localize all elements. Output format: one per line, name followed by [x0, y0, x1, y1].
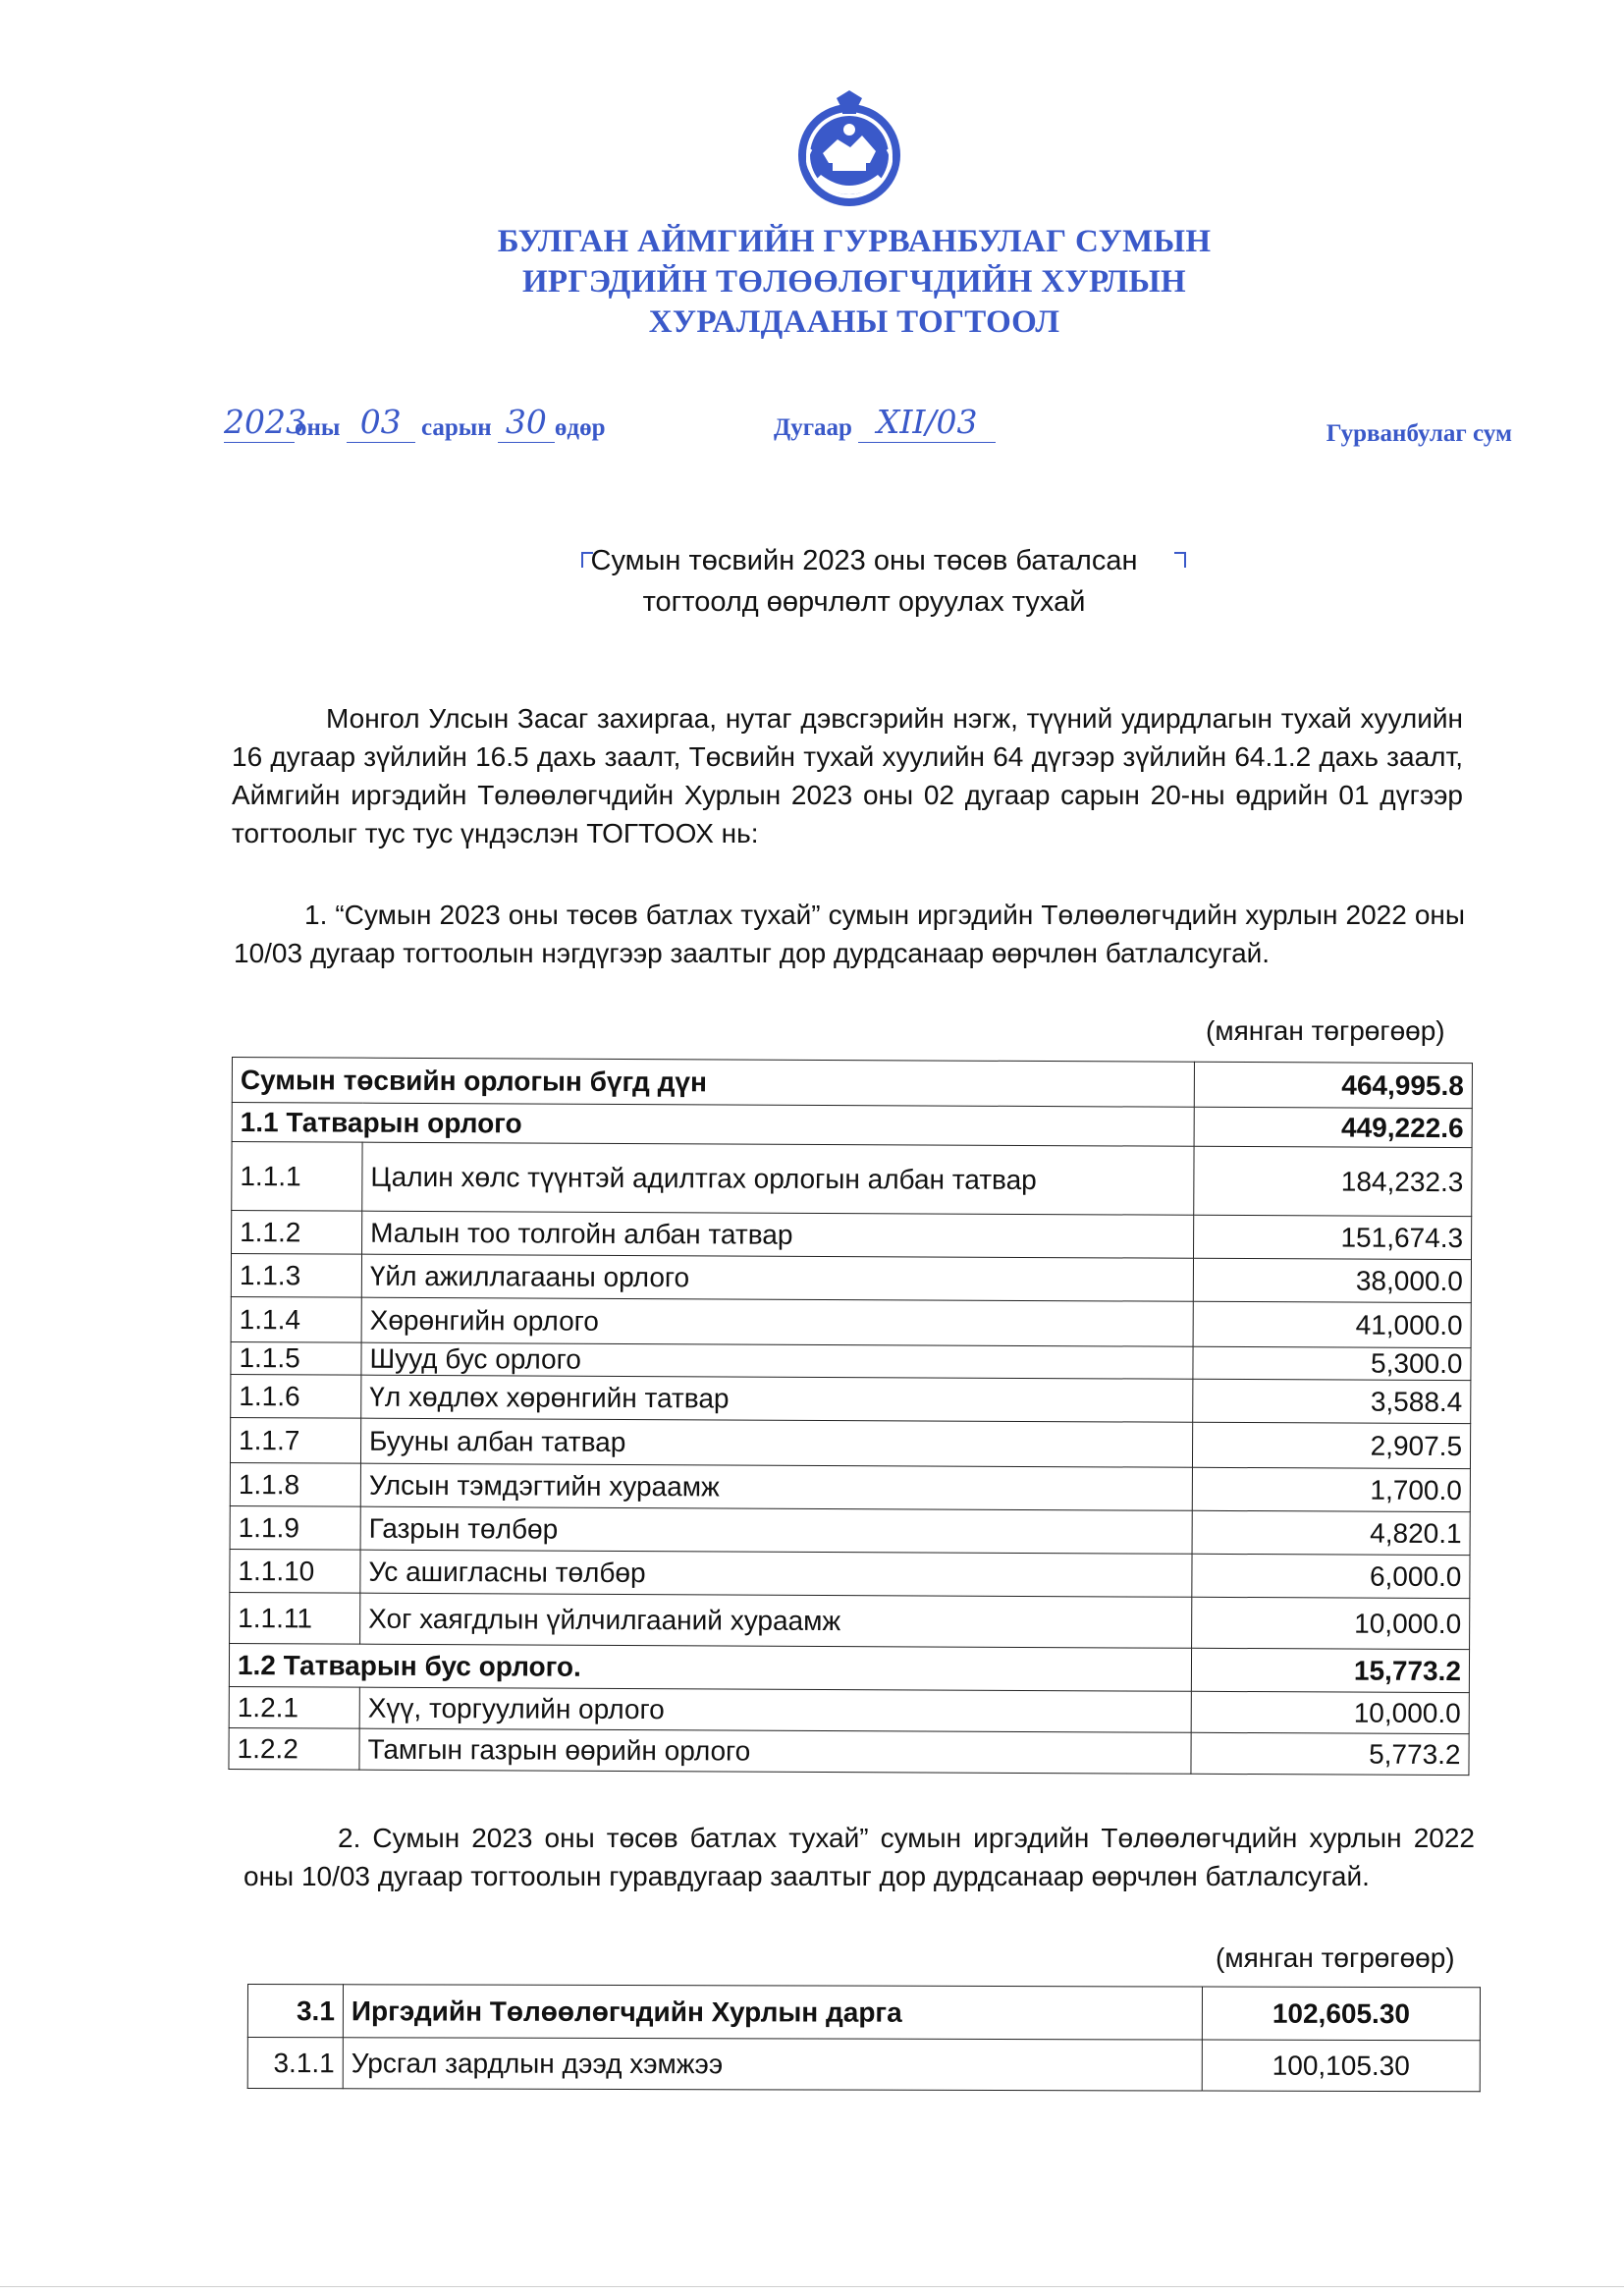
table-row	[230, 1505, 1470, 1555]
row-name: Урсгал зардлын дээд хэмжээ	[343, 2038, 1202, 2091]
row-code: 1.1.6	[231, 1374, 361, 1418]
row-code: 1.1.2	[232, 1211, 362, 1255]
row-code: 1.1.5	[231, 1341, 361, 1375]
preamble-paragraph: Монгол Улсын Засаг захиргаа, нутаг дэвсгэрийн нэгж, түүний удирдлагын тухай хуулийн 16 дугаар зүйлийн 16.5 дахь заалт, Төсвийн тухай хуулийн 64 дүгээр зүйлийн 64.1.2 дахь заалт, Аймгийн иргэдийн Төлөөлөгчдийн Хурлын 2023 оны 02 дугаар сарын 20-ны өдрийн 01 дүгээр тогтоолыг тус тус үндэслэн ТОГТООХ нь:	[232, 703, 1463, 848]
table-row	[232, 1211, 1472, 1260]
table-row-section-1	[232, 1103, 1472, 1148]
row-code: 1.1.9	[230, 1505, 360, 1550]
row-name: Бууны албан татвар	[360, 1418, 1192, 1467]
table-row-section-2	[229, 1643, 1469, 1692]
row-name: Газрын төлбөр	[360, 1506, 1192, 1554]
row-name: Хөрөнгийн орлого	[361, 1297, 1193, 1346]
total-label: Сумын төсвийн орлогын бүгд дүн	[232, 1058, 1194, 1108]
row-value: 4,820.1	[1192, 1510, 1470, 1555]
row-code: 1.2.2	[229, 1727, 359, 1770]
expense-table	[247, 1984, 1481, 2092]
resolution-date	[224, 403, 676, 462]
row-code: 3.1.1	[247, 2038, 343, 2089]
org-title-line1: БУЛГАН АЙМГИЙН ГУРВАНБУЛАГ СУМЫН	[497, 224, 1212, 259]
clause-2-paragraph: 2. Сумын 2023 оны төсөв батлах тухай” сумын иргэдийн Төлөөлөгчдийн хурлын 2022 оны 10/03 дугаар тогтоолын гуравдугаар заалтыг дор дурдсанаар өөрчлөн батлалсугай.	[244, 1823, 1475, 1891]
row-value: 38,000.0	[1193, 1258, 1471, 1302]
row-code: 1.1.1	[232, 1142, 362, 1212]
number-value: XII/03	[858, 403, 996, 443]
state-emblem-icon	[793, 90, 905, 216]
table-row	[231, 1296, 1471, 1347]
row-code: 1.1.4	[231, 1296, 361, 1342]
table-row	[231, 1341, 1471, 1380]
row-code: 1.1.3	[231, 1254, 361, 1298]
table-row	[247, 1985, 1480, 2041]
row-value: 6,000.0	[1192, 1554, 1470, 1598]
row-code: 3.1	[247, 1985, 343, 2038]
org-title-line3: ХУРАЛДААНЫ ТОГТООЛ	[648, 304, 1060, 340]
date-day: 30	[498, 403, 555, 443]
revenue-table	[228, 1057, 1473, 1776]
row-name: Үл хөдлөх хөрөнгийн татвар	[361, 1375, 1193, 1422]
table-row	[229, 1686, 1469, 1733]
date-year: 2023	[224, 403, 306, 441]
subject-line2: тогтоолд өөрчлөлт оруулах тухай	[642, 586, 1086, 618]
date-month-label: сарын	[420, 414, 492, 441]
clause-1-paragraph: 1. “Сумын 2023 оны төсөв батлах тухай” сумын иргэдийн Төлөөлөгчдийн хурлын 2022 оны 10/03 дугаар тогтоолын нэгдүгээр заалтыг дор дурдсанаар өөрчлөн батлалсугай.	[234, 900, 1465, 968]
date-day-label: өдөр	[554, 414, 606, 441]
organization-title	[0, 222, 1624, 343]
scan-edge-divider	[0, 2286, 1624, 2287]
unit-note-2: (мянган төгрөгөөр)	[1216, 1942, 1455, 1973]
date-month: 03	[347, 403, 415, 443]
section-1-label: 1.1 Татварын орлого	[232, 1103, 1194, 1147]
row-value: 102,605.30	[1202, 1987, 1480, 2041]
table-row	[229, 1727, 1469, 1775]
table-row	[230, 1462, 1470, 1511]
row-name: Ус ашигласны төлбөр	[360, 1550, 1192, 1597]
row-value: 100,105.30	[1202, 2040, 1480, 2092]
table-row	[231, 1254, 1471, 1303]
row-name: Иргэдийн Төлөөлөгчдийн Хурлын дарга	[343, 1985, 1202, 2040]
row-code: 1.1.11	[230, 1592, 360, 1644]
row-value: 3,588.4	[1193, 1379, 1471, 1423]
row-value: 151,674.3	[1194, 1215, 1472, 1259]
row-code: 1.1.8	[230, 1462, 360, 1506]
table-row	[231, 1374, 1471, 1423]
row-name: Тамгын газрын өөрийн орлого	[359, 1728, 1191, 1774]
section-2-value: 15,773.2	[1191, 1648, 1469, 1692]
row-name: Цалин хөлс түүнтэй адилтгах орлогын албан татвар	[362, 1142, 1194, 1215]
table-row	[232, 1142, 1472, 1217]
row-value: 184,232.3	[1194, 1146, 1472, 1216]
row-name: Улсын тэмдэгтийн хураамж	[360, 1463, 1192, 1510]
resolution-place: Гурванбулаг сум	[1326, 420, 1512, 447]
row-value: 41,000.0	[1193, 1301, 1471, 1347]
row-value: 5,300.0	[1193, 1346, 1471, 1380]
total-value: 464,995.8	[1194, 1062, 1472, 1108]
row-code: 1.1.7	[230, 1417, 360, 1463]
resolution-number	[774, 403, 1088, 462]
row-value: 5,773.2	[1191, 1732, 1469, 1775]
section-1-value: 449,222.6	[1194, 1107, 1472, 1147]
table-row	[247, 2038, 1480, 2092]
row-value: 10,000.0	[1192, 1597, 1470, 1649]
row-name: Хог хаягдлын үйлчилгааний хураамж	[360, 1593, 1192, 1648]
org-title-line2: ИРГЭДИЙН ТӨЛӨӨЛӨГЧДИЙН ХУРЛЫН	[521, 264, 1187, 300]
table-row-total	[232, 1058, 1472, 1109]
row-name: Хүү, торгуулийн орлого	[359, 1687, 1191, 1732]
date-year-label: оны	[295, 414, 341, 441]
unit-note-1: (мянган төгрөгөөр)	[1206, 1015, 1445, 1046]
table-row	[230, 1592, 1470, 1649]
number-label: Дугаар	[774, 414, 852, 441]
row-code: 1.2.1	[229, 1686, 359, 1728]
section-2-label: 1.2 Татварын бус орлого.	[229, 1643, 1191, 1691]
subject-line1: Сумын төсвийн 2023 оны төсөв баталсан	[590, 545, 1138, 576]
row-value: 1,700.0	[1192, 1467, 1470, 1511]
table-row	[230, 1417, 1470, 1468]
table-row	[230, 1549, 1470, 1598]
row-value: 2,907.5	[1192, 1422, 1470, 1468]
row-code: 1.1.10	[230, 1549, 360, 1593]
row-value: 10,000.0	[1191, 1691, 1469, 1733]
row-name: Үйл ажиллагааны орлого	[361, 1254, 1193, 1301]
row-name: Малын тоо толгойн албан татвар	[362, 1211, 1194, 1258]
row-name: Шууд бус орлого	[361, 1342, 1193, 1379]
resolution-subject	[550, 540, 1178, 623]
